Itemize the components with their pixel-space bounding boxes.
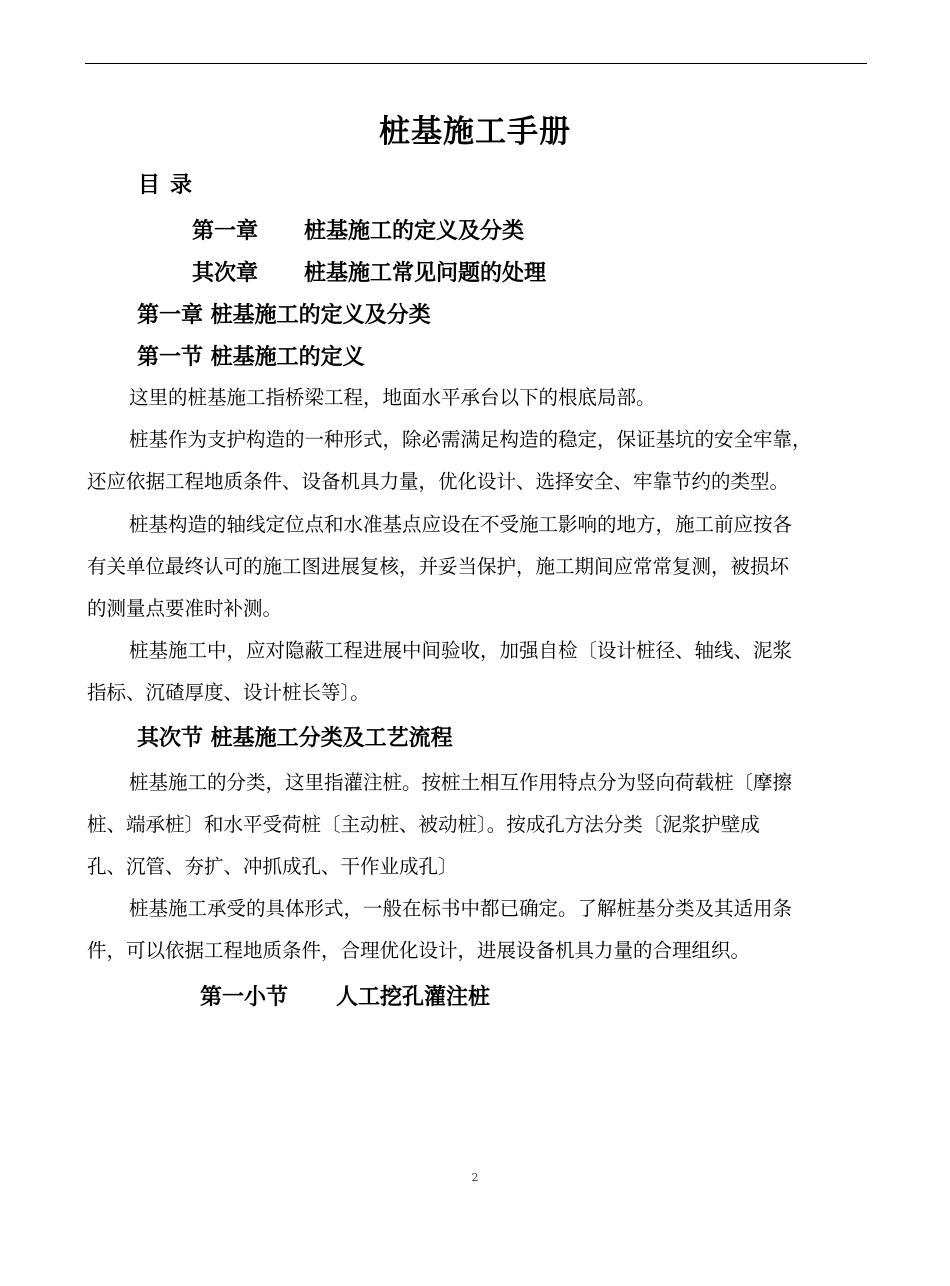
page-number: 2 xyxy=(471,1171,479,1184)
toc-entry-2-text: 桩基施工常见问题的处理 xyxy=(304,261,547,286)
paragraph-line: 还应依据工程地质条件、设备机具力量，优化设计、选择安全、牢靠节约的类型。 xyxy=(87,470,790,493)
paragraph-line: 孔、沉管、夯扩、冲抓成孔、干作业成孔〕 xyxy=(87,855,458,878)
toc-entry-1-text: 桩基施工的定义及分类 xyxy=(304,219,525,244)
toc-entry-2-number: 其次章 xyxy=(192,261,259,286)
paragraph-line: 件，可以依据工程地质条件，合理优化设计，进展设备机具力量的合理组织。 xyxy=(87,939,751,962)
paragraph-1 xyxy=(87,377,867,419)
paragraph-line: 桩基作为支护构造的一种形式，除必需满足构造的稳定，保证基坑的安全牢靠， xyxy=(129,428,812,451)
paragraph-line: 桩基施工的分类，这里指灌注桩。按桩土相互作用特点分为竖向荷载桩〔摩擦 xyxy=(129,771,793,794)
section-heading-2: 其次节 桩基施工分类及工艺流程 xyxy=(137,726,453,751)
paragraph-5 xyxy=(87,762,867,888)
paragraph-3 xyxy=(87,504,867,630)
paragraph-line: 桩基施工承受的具体形式，一般在标书中都已确定。了解桩基分类及其适用条 xyxy=(129,897,793,920)
paragraph-line: 的测量点要准时补测。 xyxy=(87,597,283,620)
paragraph-line: 有关单位最终认可的施工图进展复核，并妥当保护，施工期间应常常复测，被损坏 xyxy=(87,555,790,578)
section-heading-1: 第一节 桩基施工的定义 xyxy=(137,345,365,370)
toc-entry-1-number: 第一章 xyxy=(192,219,259,244)
paragraph-line: 桩基构造的轴线定位点和水准基点应设在不受施工影响的地方，施工前应按各 xyxy=(129,513,793,536)
subsection-number: 第一小节 xyxy=(200,985,289,1010)
paragraph-6 xyxy=(87,888,867,972)
header-rule xyxy=(85,63,867,64)
paragraph-2 xyxy=(87,419,867,503)
document-title: 桩基施工手册 xyxy=(379,114,571,150)
paragraph-line: 指标、沉碴厚度、设计桩长等〕。 xyxy=(87,681,370,704)
paragraph-line: 桩基施工中，应对隐蔽工程进展中间验收，加强自检〔设计桩径、轴线、泥浆 xyxy=(129,639,793,662)
subsection-title: 人工挖孔灌注桩 xyxy=(336,985,491,1010)
paragraph-line: 桩、端承桩〕和水平受荷桩〔主动桩、被动桩〕。按成孔方法分类〔泥浆护壁成 xyxy=(87,813,760,836)
paragraph-line: 这里的桩基施工指桥梁工程，地面水平承台以下的根底局部。 xyxy=(129,386,656,409)
toc-label: 目录 xyxy=(138,173,203,198)
chapter-heading: 第一章 桩基施工的定义及分类 xyxy=(137,303,431,328)
paragraph-4 xyxy=(87,630,867,714)
